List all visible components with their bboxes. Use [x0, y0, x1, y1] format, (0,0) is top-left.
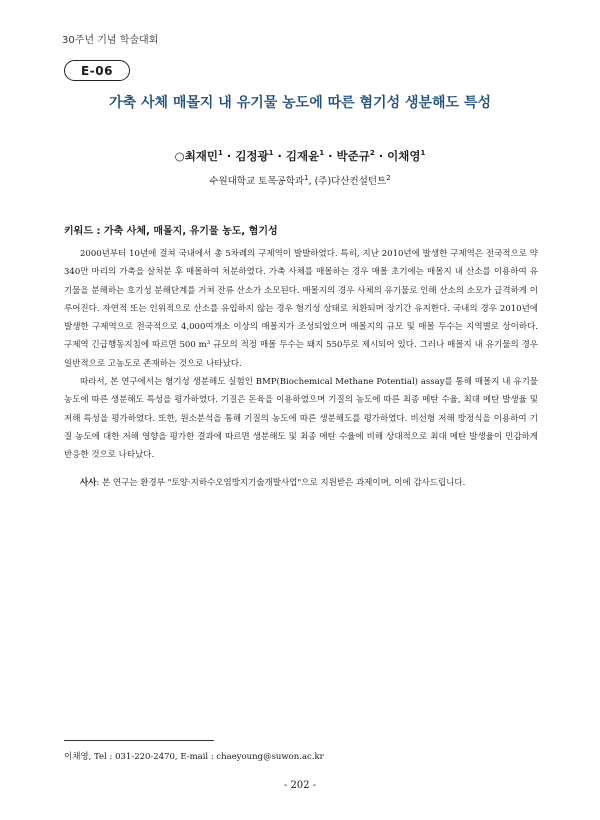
email-address: chaeyoung@suwon.ac.kr — [216, 752, 324, 762]
ack-text: 본 연구는 환경부 "토양·지하수오염방지기술개발사업"으로 지원받은 과제이며, 이에 감사드립니다. — [102, 478, 466, 488]
author-name: 최재민 — [184, 149, 219, 163]
author-mark: 1 — [319, 149, 325, 158]
affiliation-mark: 1 — [304, 173, 309, 182]
author-mark: 1 — [420, 149, 426, 158]
affiliation-mark: 2 — [386, 173, 391, 182]
author-mark: 1 — [218, 149, 223, 158]
author-name: 이채영 — [387, 149, 421, 163]
affiliation: (주)다산컨설턴트 — [314, 176, 387, 187]
presenter-mark: ○ — [174, 149, 185, 163]
author-list — [0, 148, 600, 164]
author-separator: · — [277, 149, 282, 163]
acknowledgement: 사사: 본 연구는 환경부 "토양·지하수오염방지기술개발사업"으로 지원받은 과제이며, 이에 감사드립니다. — [80, 478, 466, 488]
tel-number: 031-220-2470 — [115, 752, 175, 762]
affiliation: 수원대학교 토목공학과 — [209, 176, 305, 187]
author-separator: · — [378, 149, 384, 163]
footnote-name: 이채영 — [64, 752, 89, 762]
author-mark: 1 — [268, 149, 274, 158]
abstract-paragraph: 따라서, 본 연구에서는 혐기성 생분해도 실험인 BMP(Biochemical Methane Potential) assay를 통해 매몰지 내 유기물 농도에 따른 생분해도 특성을 평가하였다. 기질은 돈육을 이용하였으며 기질의 농도에 따른 최종 메탄 수율, 최대 메탄 발생율 및 저해 특성을 평가하였다. 또한, 원소분석을 통해 기질의 농도에 따른 생분해도를 평가하였다. 비선형 저해 방정식을 이용하여 기질 농도에 대한 저해 영향을 평가한 결과에 따르면 생분해도 및 최종 메탄 수율에 비해 상대적으로 최대 메탄 발생율이 민감하게 반응한 것으로 나타났다. — [64, 377, 538, 461]
author-separator: · — [328, 149, 333, 163]
affiliations: 수원대학교 토목공학과$^1$, (주)다산컨설턴트$^2$ — [209, 173, 391, 187]
author-name: 김재윤 — [285, 149, 320, 163]
abstract-paragraph: 2000년부터 10년에 걸쳐 국내에서 총 5차례의 구제역이 발발하였다. 특히, 지난 2010년에 발생한 구제역은 전국적으로 약 340만 마리의 가축을 살처분 후 매몰하여 처분하였다. 가축 사체를 매몰하는 경우 매몰 초기에는 매몰지 내 산소를 이용하여 유기물을 분해하는 호기성 분해단계를 거쳐 잔류 산소가 소모된다. 매몰지의 경우 사체의 유기물로 인해 산소의 소모가 급격하게 이루어진다. 자연적 또는 인위적으로 산소를 유입하지 않는 경우 혐기성 상태로 치환되며 장기간 유지한다. 국내의 경우 2010년에 발생한 구제역으로 전국적으로 4,000여개소 이상의 매몰지가 조성되었으며 매몰지의 규모 및 매몰 두수는 지역별로 상이하다. 구제역 긴급행동지침에 따르면 500 m³ 규모의 적정 매몰 두수는 돼지 550두로 제시되어 있다. 그러나 매몰지 내 유기물의 경우 일반적으로 고농도로 존재하는 것으로 나타났다. — [64, 249, 538, 369]
tel-label: Tel — [94, 752, 107, 762]
keywords-label: 키워드 — [64, 226, 93, 237]
author-separator: · — [226, 149, 232, 163]
keywords-line: 키워드 : 가축 사체, 매몰지, 유기물 농도, 혐기성 — [64, 226, 278, 237]
author-name: 김정광 — [235, 149, 269, 163]
email-label: E-mail — [180, 752, 209, 762]
author-mark: 2 — [369, 149, 375, 158]
keywords-text: 가축 사체, 매몰지, 유기물 농도, 혐기성 — [103, 226, 278, 237]
paper-code-badge: E-06 — [64, 60, 130, 81]
footnote: 이채영, Tel : 031-220-2470, E-mail : chaeyoung@suwon.ac.kr — [64, 752, 324, 762]
abstract-body — [64, 245, 538, 465]
conference-header: 30주년 기념 학술대회 — [62, 35, 159, 46]
author-name: 박준규 — [336, 149, 370, 163]
ack-label: 사사 — [80, 478, 97, 488]
footnote-divider — [64, 740, 214, 741]
paper-title: 가축 사체 매몰지 내 유기물 농도에 따른 혐기성 생분해도 특성 — [109, 95, 491, 111]
page-number: - 202 - — [283, 780, 317, 791]
